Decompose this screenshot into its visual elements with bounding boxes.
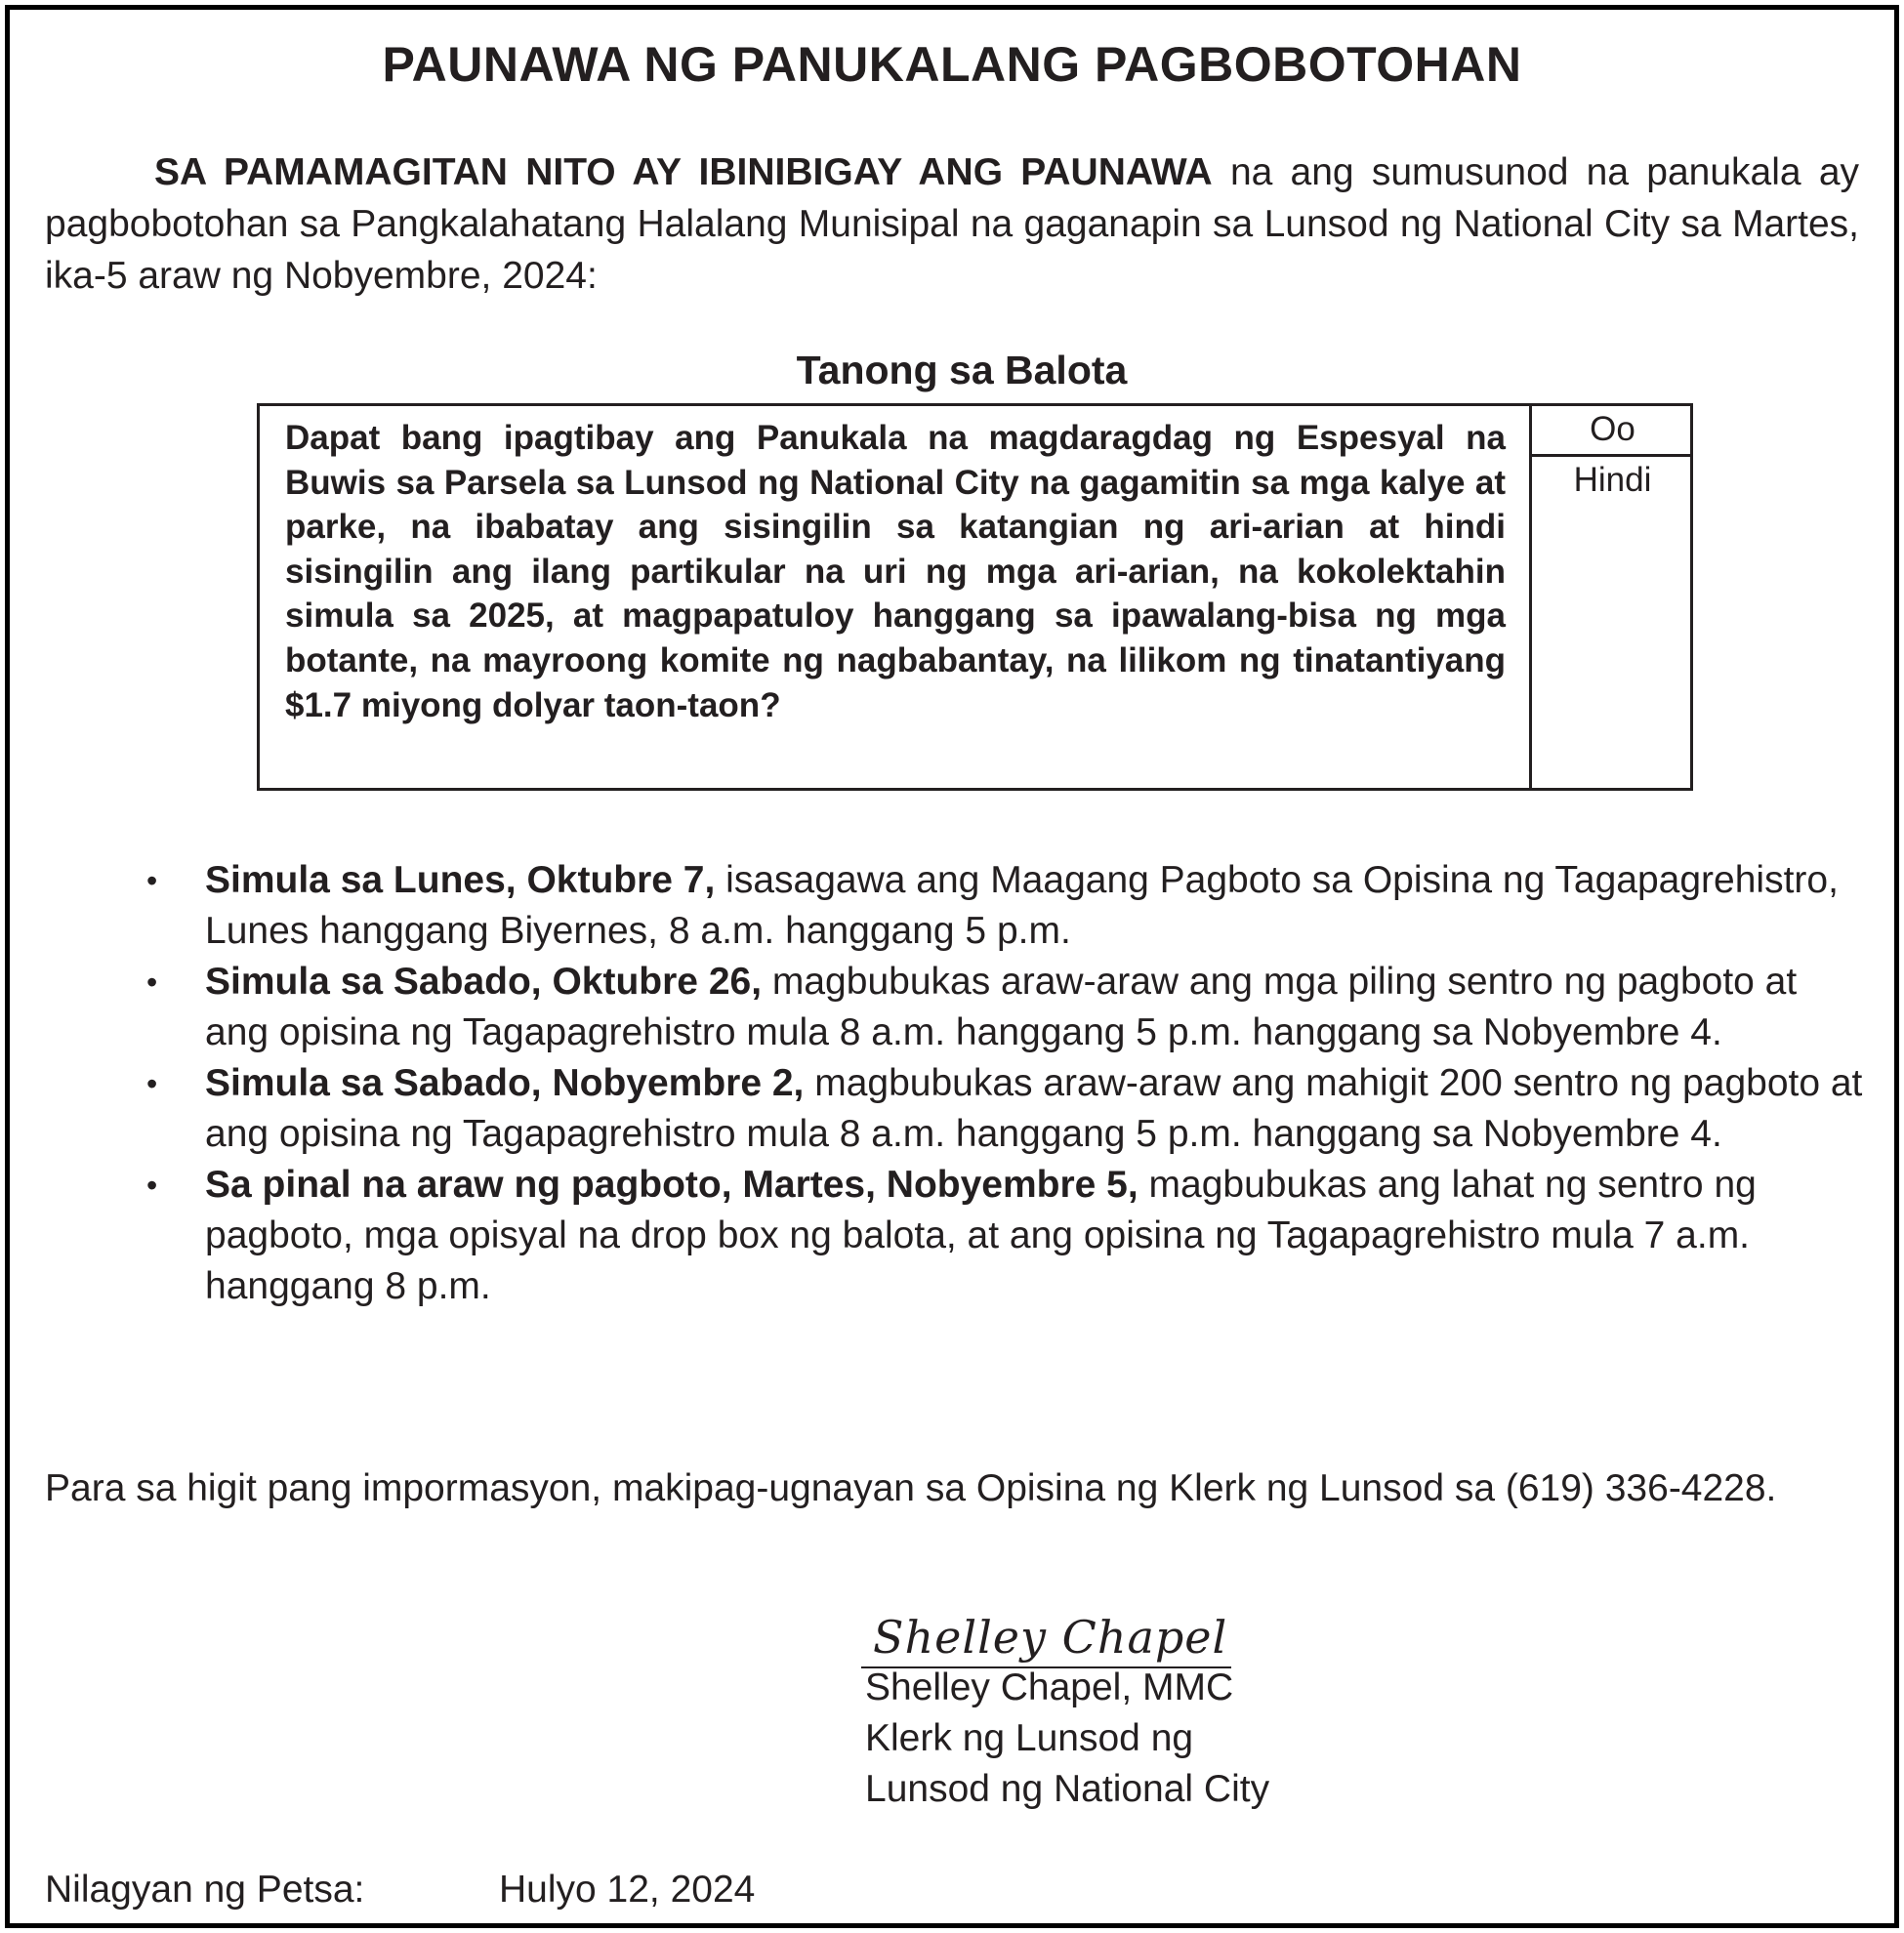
bullet-icon: • xyxy=(146,1168,158,1203)
schedule-item-text: isasagawa ang Maagang Pagboto sa Opisina ng Tagapagrehistro, Lunes hanggang Biyernes, 8 a.m. hanggang 5 p.m. xyxy=(205,859,1839,952)
schedule-item xyxy=(146,1160,1875,1312)
schedule-list xyxy=(146,855,1875,1312)
contact-info: Para sa higit pang impormasyon, makipag-ugnayan sa Opisina ng Klerk ng Lunsod sa (619) 336-4228. xyxy=(45,1467,1777,1509)
dated-label: Nilagyan ng Petsa: xyxy=(45,1869,365,1911)
intro-lead: SA PAMAMAGITAN NITO AY IBINIBIGAY ANG PAUNAWA xyxy=(154,151,1213,193)
dated-value: Hulyo 12, 2024 xyxy=(499,1869,756,1911)
option-yes: Oo xyxy=(1532,406,1693,457)
schedule-item-text: magbubukas araw-araw ang mga piling sentro ng pagboto at ang opisina ng Tagapagrehistro mula 8 a.m. hanggang 5 p.m. hanggang sa Nobyembre 4. xyxy=(205,961,1798,1053)
notice-title: PAUNAWA NG PANUKALANG PAGBOBOTOHAN xyxy=(382,37,1522,92)
signatory-block xyxy=(865,1663,1269,1815)
schedule-item-text: magbubukas araw-araw ang mahigit 200 sentro ng pagboto at ang opisina ng Tagapagrehistro mula 8 a.m. hanggang 5 p.m. hanggang sa Nobyembre 4. xyxy=(205,1062,1863,1155)
ballot-question: Dapat bang ipagtibay ang Panukala na magdaragdag ng Espesyal na Buwis sa Parsela sa Lunsod ng National City na gagamitin sa mga kalye at parke, na ibabatay ang sisingilin sa katangian ng ari-arian at hindi sisingilin ang ilang partikular na uri ng mga ari-arian, na kokolektahin simula sa 2025, at magpapatuloy hanggang sa ipawalang-bisa ng mga botante, na mayroong komite ng nagbabantay, na lilikom ng tinatantiyang $1.7 miyong dolyar taon-taon? xyxy=(285,419,1506,724)
bullet-icon: • xyxy=(146,965,158,1000)
ballot-heading: Tanong sa Balota xyxy=(796,348,1128,392)
intro-text: na ang sumusunod na panukala ay pagbobotohan sa Pangkalahatang Halalang Munisipal na gaganapin sa Lunsod ng National City sa Martes, ika-5 araw ng Nobyembre, 2024: xyxy=(45,151,1860,297)
schedule-item-lead: Simula sa Lunes, Oktubre 7, xyxy=(205,859,716,901)
notice-page xyxy=(5,5,1899,1928)
schedule-item-lead: Sa pinal na araw ng pagboto, Martes, Nobyembre 5, xyxy=(205,1164,1138,1206)
option-no: Hindi xyxy=(1573,461,1652,499)
schedule-item-text: magbubukas ang lahat ng sentro ng pagboto, mga opisyal na drop box ng balota, at ang opisina ng Tagapagrehistro mula 7 a.m. hanggang 8 p.m. xyxy=(205,1164,1757,1307)
schedule-item xyxy=(146,1058,1875,1160)
ballot-box xyxy=(257,403,1693,791)
schedule-item-lead: Simula sa Sabado, Nobyembre 2, xyxy=(205,1062,805,1104)
signatory-title-line2: Lunsod ng National City xyxy=(865,1768,1270,1810)
schedule-item-lead: Simula sa Sabado, Oktubre 26, xyxy=(205,961,763,1003)
schedule-item xyxy=(146,855,1875,957)
signature: Shelley Chapel xyxy=(861,1608,1231,1668)
dated-row xyxy=(45,1865,755,1915)
bullet-icon: • xyxy=(146,1066,158,1101)
bullet-icon: • xyxy=(146,863,158,898)
schedule-item xyxy=(146,957,1875,1058)
intro-paragraph xyxy=(45,146,1859,302)
signatory-title-line1: Klerk ng Lunsod ng xyxy=(865,1717,1194,1759)
signatory-name: Shelley Chapel, MMC xyxy=(865,1666,1234,1708)
ballot-options xyxy=(1529,406,1693,788)
